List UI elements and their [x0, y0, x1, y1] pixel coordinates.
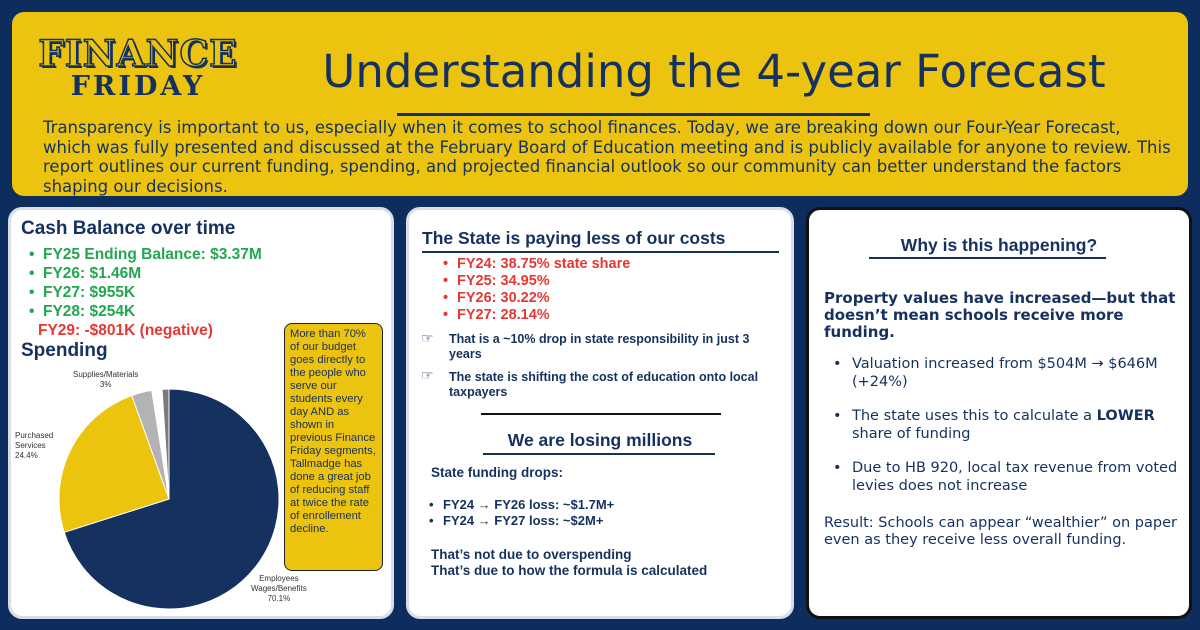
cash-item-fy27: • FY27: $955K — [29, 284, 136, 301]
cash-item-fy29: FY29: -$801K (negative) — [38, 322, 213, 339]
cash-item-fy25: • FY25 Ending Balance: $3.37M — [29, 246, 262, 263]
why-heading: Why is this happening? — [900, 235, 1098, 255]
why-bullet-valuation: • Valuation increased from $504M → $646M (+24%) — [833, 356, 1158, 390]
loss-list — [429, 497, 614, 529]
why-result: Result: Schools can appear “wealthier” on paper even as they receive less overall funding. — [824, 515, 1177, 548]
why-panel — [806, 207, 1192, 619]
title-underline — [397, 113, 870, 116]
state-point-drop: That is a ~10% drop in state responsibility in just 3 years — [449, 332, 750, 361]
page-title: Understanding the 4-year Forecast — [322, 45, 1106, 98]
state-share-list — [443, 256, 630, 324]
losing-heading-underline — [483, 453, 715, 455]
state-heading-underline — [422, 251, 779, 253]
why-lead: Property values have increased—but that doesn’t mean schools receive more funding. — [824, 289, 1176, 341]
spending-heading: Spending — [21, 340, 108, 361]
losing-millions-heading: We are losing millions — [507, 430, 693, 450]
logo-line-finance: FINANCE — [38, 33, 238, 75]
cash-item-fy28: • FY28: $254K — [29, 303, 136, 320]
funding-drops-label: State funding drops: — [431, 465, 563, 480]
logo-line-friday: FRIDAY — [70, 71, 206, 102]
state-heading: The State is paying less of our costs — [422, 228, 726, 248]
pie-label-supplies: Supplies/Materials 3% — [73, 370, 139, 389]
pointing-hand-icon: ☞ — [421, 330, 434, 346]
cash-balance-heading: Cash Balance over time — [21, 218, 236, 239]
cash-item-fy26: • FY26: $1.46M — [29, 265, 142, 282]
share-fy24: • FY24: 38.75% state share — [443, 256, 631, 272]
header-banner — [12, 12, 1188, 196]
share-fy26: • FY26: 30.22% — [443, 290, 550, 306]
why-bullet-hb920: • Due to HB 920, local tax revenue from voted levies does not increase — [833, 460, 1178, 494]
state-funding-panel — [406, 207, 794, 619]
pie-label-purchased: Purchased Services 24.4% — [15, 431, 54, 460]
section-divider — [481, 413, 721, 415]
finance-friday-logo — [22, 33, 254, 102]
intro-paragraph: Transparency is important to us, especially when it comes to school finances. Today, we are breaking down our Four-Year Forecast, which was fully presented and discussed at the February Board of Education meeting and is publicly available for anyone to review. This report outlines our current funding, spending, and projected financial outlook so our community can better understand the factors shaping our decisions. — [43, 118, 1171, 196]
loss-fy26: • FY24 → FY26 loss: ~$1.7M+ — [429, 497, 615, 512]
pointing-hand-icon: ☞ — [421, 367, 434, 383]
state-point-shift: The state is shifting the cost of education onto local taxpayers — [449, 370, 759, 399]
why-heading-underline — [869, 257, 1106, 259]
pie-label-employees: Employees Wages/Benefits 70.1% — [251, 574, 307, 603]
why-bullet-lower-share: • The state uses this to calculate a LOWER share of funding — [833, 408, 1155, 442]
share-fy25: • FY25: 34.95% — [443, 273, 550, 289]
closing-formula: That’s due to how the formula is calculated — [431, 563, 708, 578]
cash-spending-panel — [8, 207, 394, 619]
closing-overspending: That’s not due to overspending — [431, 547, 632, 562]
share-fy27: • FY27: 28.14% — [443, 307, 550, 323]
why-bullets — [827, 355, 1187, 511]
loss-fy27: • FY24 → FY27 loss: ~$2M+ — [429, 513, 604, 528]
spending-callout: More than 70% of our budget goes directly to the people who serve our students every day AND as shown in previous Finance Friday segments, Tallmadge has done a great job of reducing staff at twice the rate of enrollement decline. — [284, 323, 383, 571]
